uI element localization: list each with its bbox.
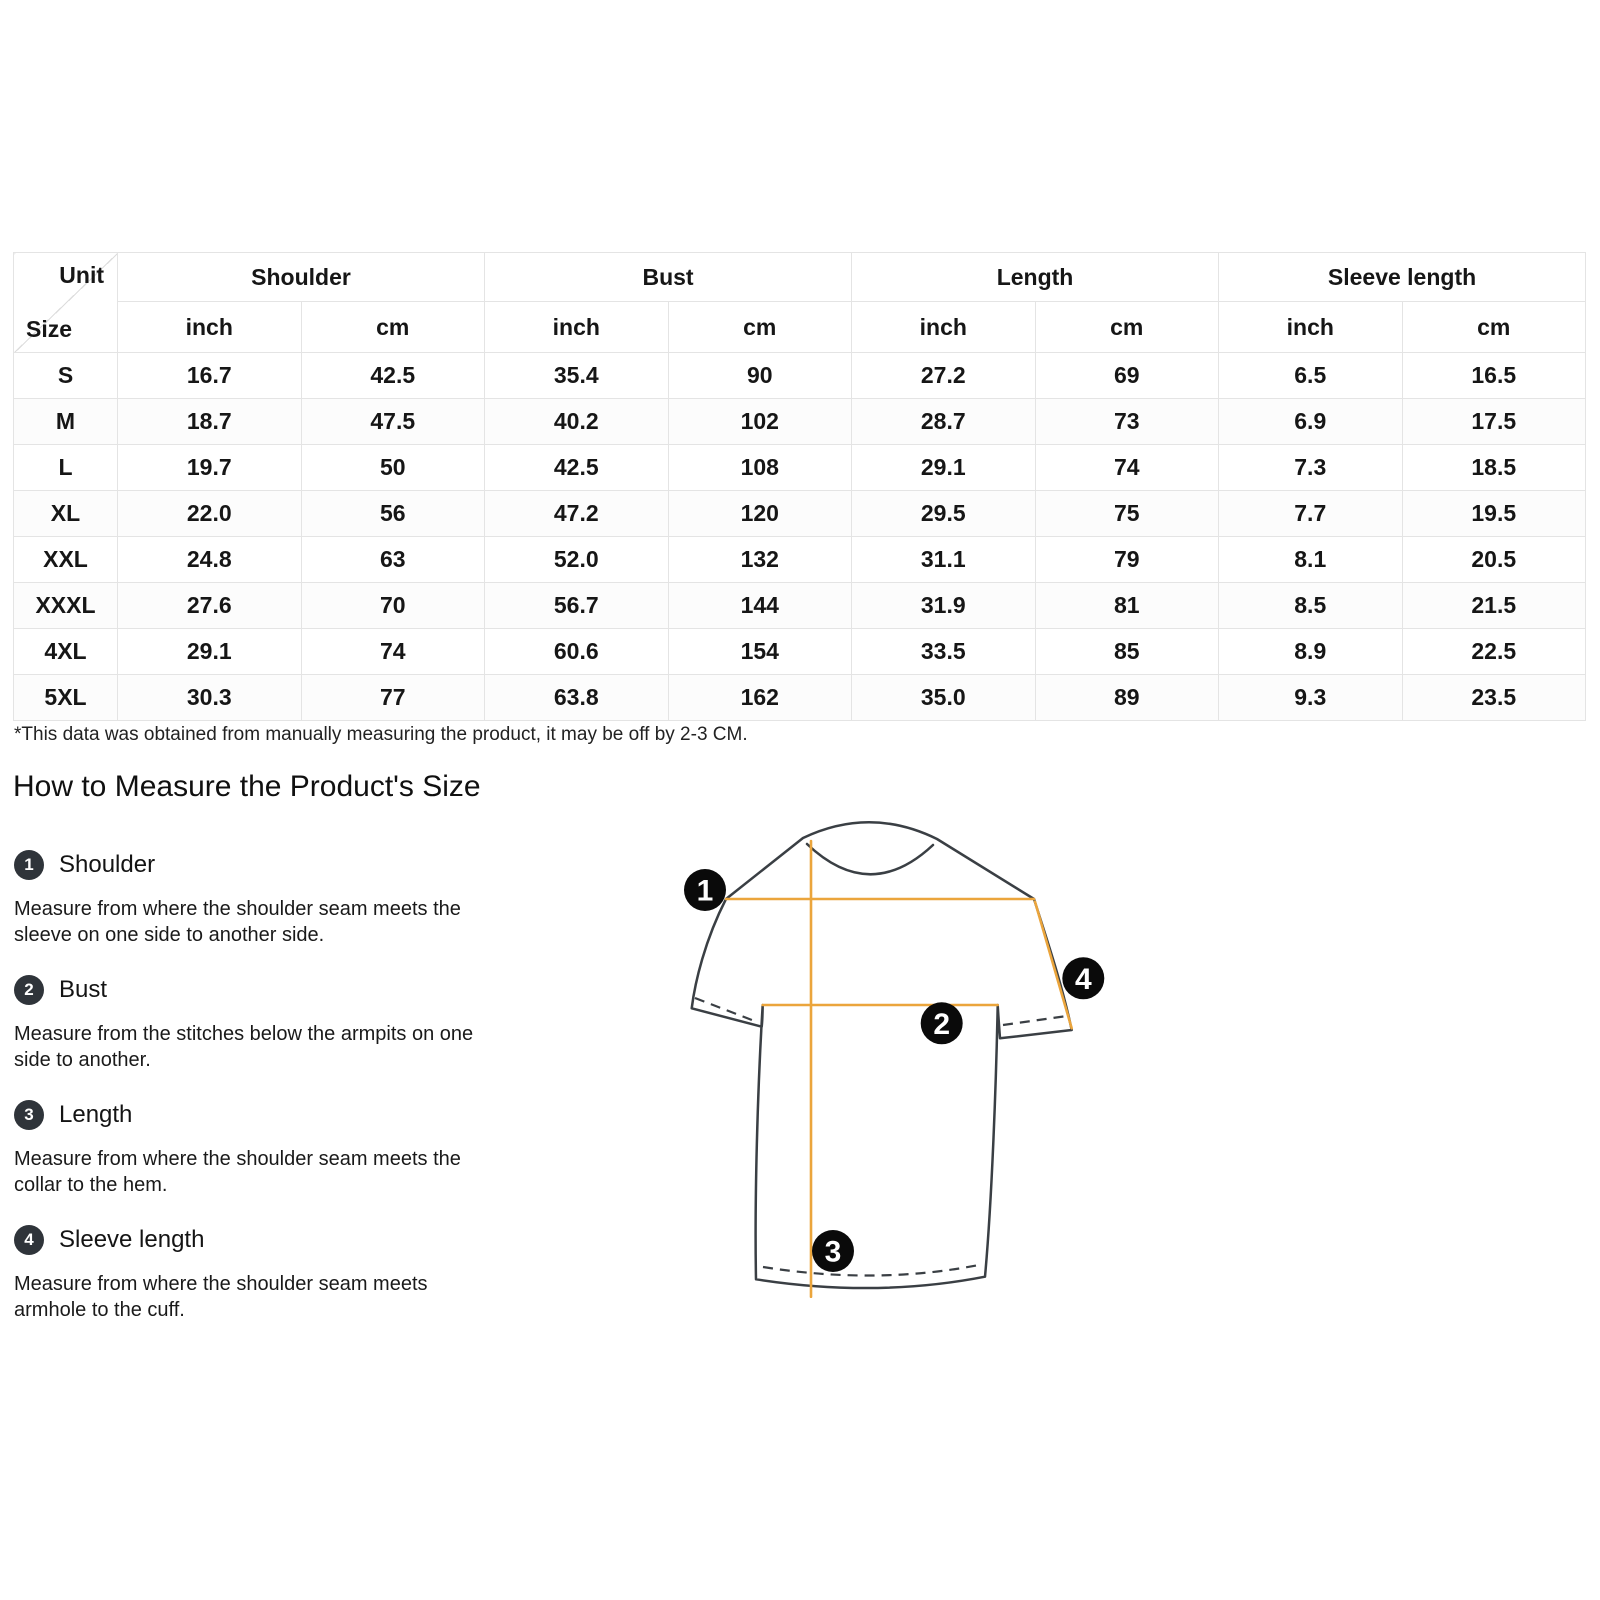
value-cell: 120: [668, 491, 852, 537]
value-cell: 42.5: [485, 445, 669, 491]
corner-cell: [14, 253, 118, 353]
diagram-marker-1: [684, 869, 726, 911]
value-cell: 144: [668, 583, 852, 629]
corner-size-label: Size: [26, 316, 73, 342]
table-row: [14, 537, 1586, 583]
table-row: [14, 491, 1586, 537]
value-cell: 23.5: [1402, 675, 1586, 721]
table-row: [14, 675, 1586, 721]
tshirt-measure-diagram: [600, 780, 1200, 1360]
value-cell: 108: [668, 445, 852, 491]
group-header-length: Length: [852, 253, 1219, 302]
guide-item-label: Shoulder: [59, 851, 156, 878]
size-cell: XXXL: [14, 583, 118, 629]
value-cell: 19.7: [118, 445, 302, 491]
number-badge-3: 3: [14, 1100, 44, 1130]
guide-item-description: Measure from where the shoulder seam meets the sleeve on one side to another side.: [14, 898, 461, 946]
value-cell: 8.5: [1219, 583, 1403, 629]
value-cell: 77: [301, 675, 485, 721]
diagram-marker-3: [812, 1230, 854, 1272]
value-cell: 22.5: [1402, 629, 1586, 675]
unit-header: inch: [852, 302, 1036, 353]
value-cell: 19.5: [1402, 491, 1586, 537]
value-cell: 35.4: [485, 353, 669, 399]
value-cell: 22.0: [118, 491, 302, 537]
svg-text:1: 1: [696, 874, 714, 908]
group-header-shoulder: Shoulder: [118, 253, 485, 302]
table-row: [14, 399, 1586, 445]
unit-header-row: [14, 302, 1586, 353]
value-cell: 29.1: [852, 445, 1036, 491]
size-cell: XL: [14, 491, 118, 537]
value-cell: 63.8: [485, 675, 669, 721]
value-cell: 47.2: [485, 491, 669, 537]
guide-item-description: Measure from where the shoulder seam meets armhole to the cuff.: [14, 1273, 428, 1321]
value-cell: 29.5: [852, 491, 1036, 537]
number-badge-2: 2: [14, 975, 44, 1005]
value-cell: 7.3: [1219, 445, 1403, 491]
value-cell: 79: [1035, 537, 1219, 583]
value-cell: 31.1: [852, 537, 1036, 583]
diagram-marker-2: [921, 1002, 963, 1044]
value-cell: 29.1: [118, 629, 302, 675]
value-cell: 8.1: [1219, 537, 1403, 583]
value-cell: 75: [1035, 491, 1219, 537]
value-cell: 154: [668, 629, 852, 675]
number-badge-1: 1: [14, 850, 44, 880]
guide-title: How to Measure the Product's Size: [13, 770, 481, 803]
value-cell: 33.5: [852, 629, 1036, 675]
value-cell: 132: [668, 537, 852, 583]
unit-header: inch: [118, 302, 302, 353]
value-cell: 30.3: [118, 675, 302, 721]
group-header-bust: Bust: [485, 253, 852, 302]
value-cell: 56: [301, 491, 485, 537]
size-cell: XXL: [14, 537, 118, 583]
value-cell: 7.7: [1219, 491, 1403, 537]
tshirt-outline: [692, 822, 1072, 1288]
value-cell: 40.2: [485, 399, 669, 445]
value-cell: 60.6: [485, 629, 669, 675]
value-cell: 52.0: [485, 537, 669, 583]
value-cell: 81: [1035, 583, 1219, 629]
table-row: [14, 629, 1586, 675]
svg-text:2: 2: [933, 1007, 951, 1041]
value-cell: 89: [1035, 675, 1219, 721]
value-cell: 56.7: [485, 583, 669, 629]
guide-item-description: Measure from where the shoulder seam meets the collar to the hem.: [14, 1148, 461, 1196]
unit-header: cm: [301, 302, 485, 353]
value-cell: 69: [1035, 353, 1219, 399]
size-cell: L: [14, 445, 118, 491]
svg-text:4: 4: [1074, 962, 1092, 996]
value-cell: 9.3: [1219, 675, 1403, 721]
guide-item-sleeve-length: [14, 1225, 574, 1323]
value-cell: 6.9: [1219, 399, 1403, 445]
group-header-sleeve-length: Sleeve length: [1219, 253, 1586, 302]
size-cell: 5XL: [14, 675, 118, 721]
value-cell: 74: [1035, 445, 1219, 491]
table-row: [14, 583, 1586, 629]
size-table-body: [14, 353, 1586, 721]
size-cell: 4XL: [14, 629, 118, 675]
value-cell: 74: [301, 629, 485, 675]
guide-item-label: Bust: [59, 976, 108, 1003]
unit-header: inch: [485, 302, 669, 353]
guide-item-shoulder: [14, 850, 574, 948]
value-cell: 27.2: [852, 353, 1036, 399]
value-cell: 6.5: [1219, 353, 1403, 399]
value-cell: 47.5: [301, 399, 485, 445]
value-cell: 102: [668, 399, 852, 445]
table-row: [14, 353, 1586, 399]
value-cell: 21.5: [1402, 583, 1586, 629]
value-cell: 24.8: [118, 537, 302, 583]
value-cell: 28.7: [852, 399, 1036, 445]
guide-item-length: [14, 1100, 574, 1198]
corner-unit-label: Unit: [59, 262, 104, 288]
value-cell: 18.5: [1402, 445, 1586, 491]
value-cell: 16.7: [118, 353, 302, 399]
value-cell: 35.0: [852, 675, 1036, 721]
value-cell: 70: [301, 583, 485, 629]
value-cell: 73: [1035, 399, 1219, 445]
measurement-disclaimer: *This data was obtained from manually measuring the product, it may be off by 2-3 CM.: [14, 724, 748, 745]
unit-header: cm: [1402, 302, 1586, 353]
size-cell: M: [14, 399, 118, 445]
value-cell: 27.6: [118, 583, 302, 629]
group-header-row: [14, 253, 1586, 302]
table-row: [14, 445, 1586, 491]
guide-item-label: Length: [59, 1101, 133, 1128]
diagram-marker-4: [1062, 957, 1104, 999]
value-cell: 85: [1035, 629, 1219, 675]
value-cell: 18.7: [118, 399, 302, 445]
number-badge-4: 4: [14, 1225, 44, 1255]
guide-item-description: Measure from the stitches below the armpits on one side to another.: [14, 1023, 474, 1071]
unit-header: cm: [668, 302, 852, 353]
unit-header: cm: [1035, 302, 1219, 353]
value-cell: 17.5: [1402, 399, 1586, 445]
value-cell: 162: [668, 675, 852, 721]
value-cell: 42.5: [301, 353, 485, 399]
guide-item-bust: [14, 975, 574, 1073]
value-cell: 50: [301, 445, 485, 491]
value-cell: 16.5: [1402, 353, 1586, 399]
size-cell: S: [14, 353, 118, 399]
guide-item-label: Sleeve length: [59, 1226, 205, 1253]
value-cell: 31.9: [852, 583, 1036, 629]
value-cell: 8.9: [1219, 629, 1403, 675]
unit-header: inch: [1219, 302, 1403, 353]
measure-guide-list: [14, 850, 574, 1350]
size-chart-table: [13, 252, 1586, 721]
value-cell: 63: [301, 537, 485, 583]
value-cell: 90: [668, 353, 852, 399]
svg-text:3: 3: [824, 1235, 842, 1269]
value-cell: 20.5: [1402, 537, 1586, 583]
